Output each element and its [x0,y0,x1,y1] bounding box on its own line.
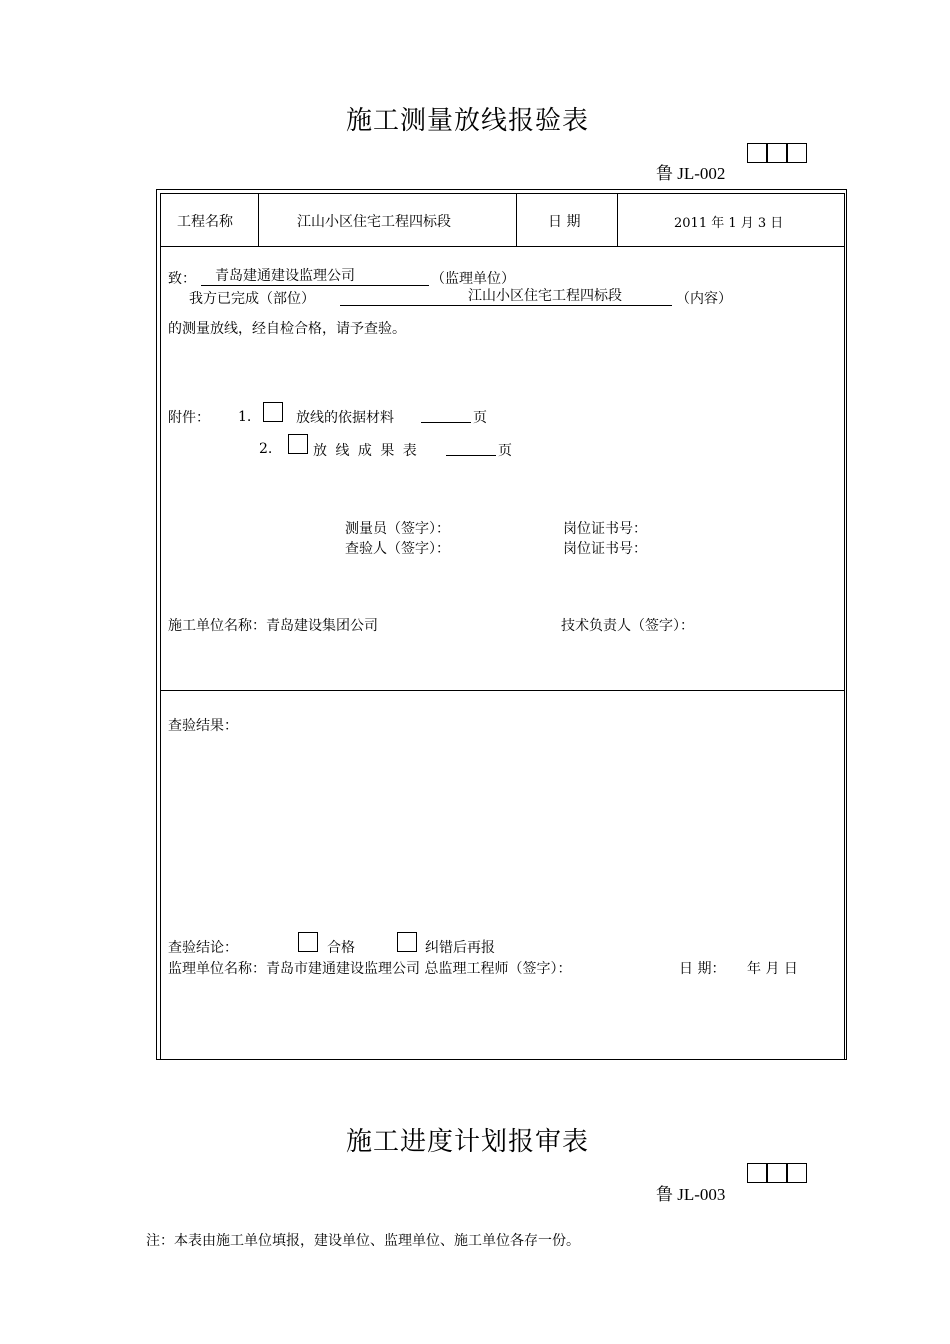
project-name-value: 江山小区住宅工程四标段 [297,214,451,230]
resubmit-checkbox[interactable] [397,932,417,952]
resubmit-label: 纠错后再报 [425,940,495,956]
attach1-text: 放线的依据材料 [296,410,394,426]
pass-label: 合格 [327,940,355,956]
attach2-checkbox[interactable] [288,434,308,454]
attach1-unit: 页 [473,410,487,426]
surveyor-label: 测量员（签字）： [345,521,450,537]
contractor-label: 施工单位名称：青岛建设集团公司 [168,618,378,634]
attach1-num: 1. [238,409,252,425]
tech-lead-label: 技术负责人（签字）： [561,618,694,634]
checker-label: 查验人（签字）： [345,541,450,557]
supervisor-line: 监理单位名称：青岛市建通建设监理公司 总监理工程师（签字）： [168,961,572,977]
result-label: 查验结果： [168,718,238,734]
date-label: 日 期 [548,214,581,230]
attach2-num: 2. [259,441,273,457]
checker-cert: 岗位证书号： [563,541,647,557]
date-value: 2011 年 1 月 3 日 [674,216,784,231]
completed-value: 江山小区住宅工程四标段 [340,288,672,306]
date2-label: 日 期： [679,961,726,977]
form2-title: 施工进度计划报审表 [346,1127,590,1157]
conclusion-label: 查验结论： [168,940,238,956]
surveyor-cert: 岗位证书号： [563,521,647,537]
to-value: 青岛建通建设监理公司 [201,268,429,286]
completed-suffix: （内容） [676,291,732,307]
form2-code: 鲁 JL-003 [656,1185,726,1204]
attach2-blank[interactable] [446,455,496,456]
pass-checkbox[interactable] [298,932,318,952]
attach1-checkbox[interactable] [263,402,283,422]
attach-label: 附件： [168,410,210,426]
form1-code-boxes [747,143,807,163]
form1-title: 施工测量放线报验表 [346,106,590,136]
date2-value: 年 月 日 [747,961,798,977]
attach2-unit: 页 [498,443,512,459]
completed-prefix: 我方已完成（部位） [189,291,315,307]
col-divider-3 [617,193,618,246]
row-divider-1 [160,246,844,247]
form1-code: 鲁 JL-002 [656,164,726,183]
row-divider-2 [160,690,844,691]
col-divider-2 [516,193,517,246]
footer-note: 注：本表由施工单位填报，建设单位、监理单位、施工单位各存一份。 [146,1233,580,1249]
attach2-text: 放 线 成 果 表 [313,443,419,459]
attach1-blank[interactable] [421,422,471,423]
project-name-label: 工程名称 [177,214,233,230]
form2-code-boxes [747,1163,807,1183]
to-suffix: （监理单位） [431,271,515,287]
completed-line2: 的测量放线，经自检合格，请予查验。 [168,321,406,337]
to-label: 致： [168,271,196,287]
col-divider-1 [258,193,259,246]
